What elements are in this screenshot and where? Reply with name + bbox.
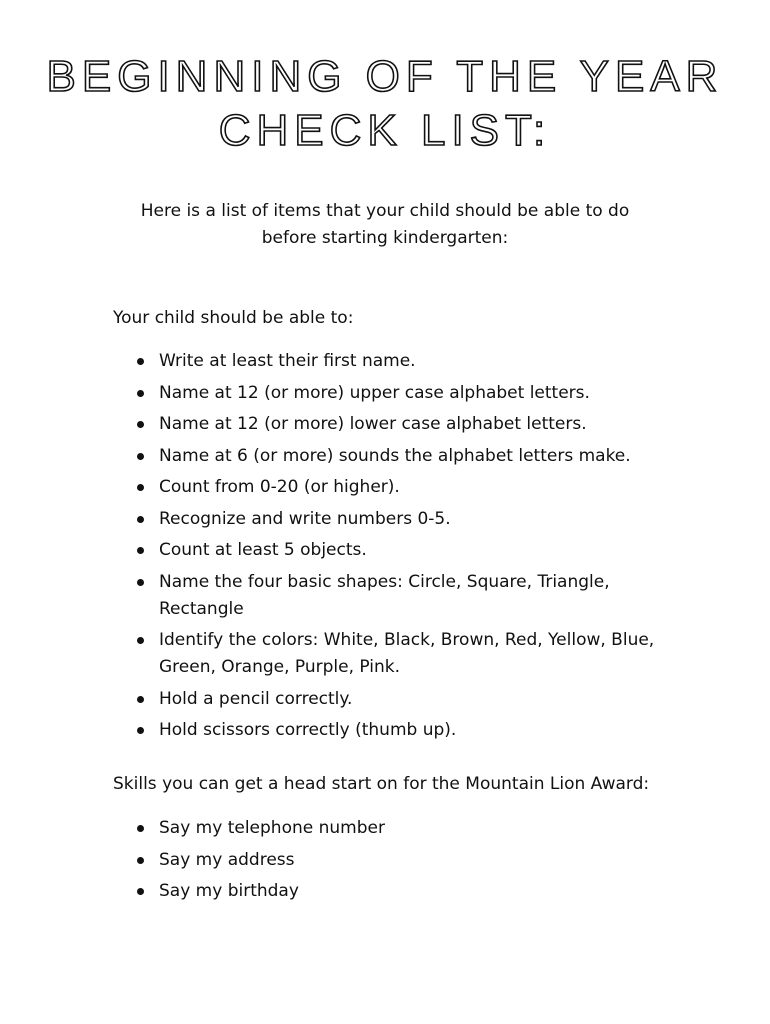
bullet-icon	[137, 453, 144, 460]
bullet-icon	[137, 579, 144, 586]
list-item-text: Count from 0-20 (or higher).	[159, 477, 400, 497]
list-item	[113, 380, 658, 407]
list-item	[113, 878, 658, 905]
list-item-text: Name at 6 (or more) sounds the alphabet letters make.	[159, 445, 631, 466]
list-item-text: Hold scissors correctly (thumb up).	[159, 720, 457, 740]
bullet-icon	[137, 857, 144, 864]
list-item	[113, 717, 658, 744]
award-checklist	[113, 815, 658, 910]
bullet-icon	[137, 727, 144, 734]
list-item-text: Write at least their first name.	[159, 351, 416, 371]
list-item-text: Name at 12 (or more) upper case alphabet letters.	[159, 382, 590, 403]
list-item	[113, 569, 658, 623]
list-item	[113, 686, 658, 713]
list-item	[113, 627, 658, 681]
list-item	[113, 537, 658, 564]
bullet-icon	[137, 637, 144, 644]
bullet-icon	[137, 390, 144, 397]
bullet-icon	[137, 484, 144, 491]
list-item-text: Count at least 5 objects.	[159, 540, 367, 560]
list-item-text: Say my address	[159, 849, 295, 870]
page-title-line-2: CHECK LIST:	[218, 106, 552, 155]
bullet-icon	[137, 358, 144, 365]
list-item	[113, 847, 658, 874]
page-title-line-1: BEGINNING OF THE YEAR	[46, 52, 724, 101]
list-item	[113, 348, 658, 375]
list-item-text: Recognize and write numbers 0-5.	[159, 508, 451, 529]
award-heading: Skills you can get a head start on for the Mountain Lion Award:	[113, 774, 650, 794]
list-item-text: Say my telephone number	[159, 818, 385, 838]
bullet-icon	[137, 547, 144, 554]
list-item	[113, 443, 658, 470]
list-item-text: Name at 12 (or more) lower case alphabet letters.	[159, 414, 587, 434]
bullet-icon	[137, 516, 144, 523]
list-item	[113, 474, 658, 501]
list-item-text: Identify the colors: White, Black, Brown, Red, Yellow, Blue, Green, Orange, Purple, Pink.	[159, 630, 655, 677]
skills-heading: Your child should be able to:	[113, 308, 354, 328]
list-item	[113, 411, 658, 438]
bullet-icon	[137, 696, 144, 703]
bullet-icon	[137, 888, 144, 895]
list-item-text: Say my birthday	[159, 881, 299, 901]
bullet-icon	[137, 825, 144, 832]
list-item-text: Name the four basic shapes: Circle, Square, Triangle, Rectangle	[159, 571, 610, 619]
intro-paragraph: Here is a list of items that your child should be able to do before starting kindergarten:	[140, 201, 630, 248]
list-item	[113, 815, 658, 842]
list-item	[113, 506, 658, 533]
bullet-icon	[137, 421, 144, 428]
list-item-text: Hold a pencil correctly.	[159, 688, 353, 709]
skills-checklist	[113, 348, 658, 749]
